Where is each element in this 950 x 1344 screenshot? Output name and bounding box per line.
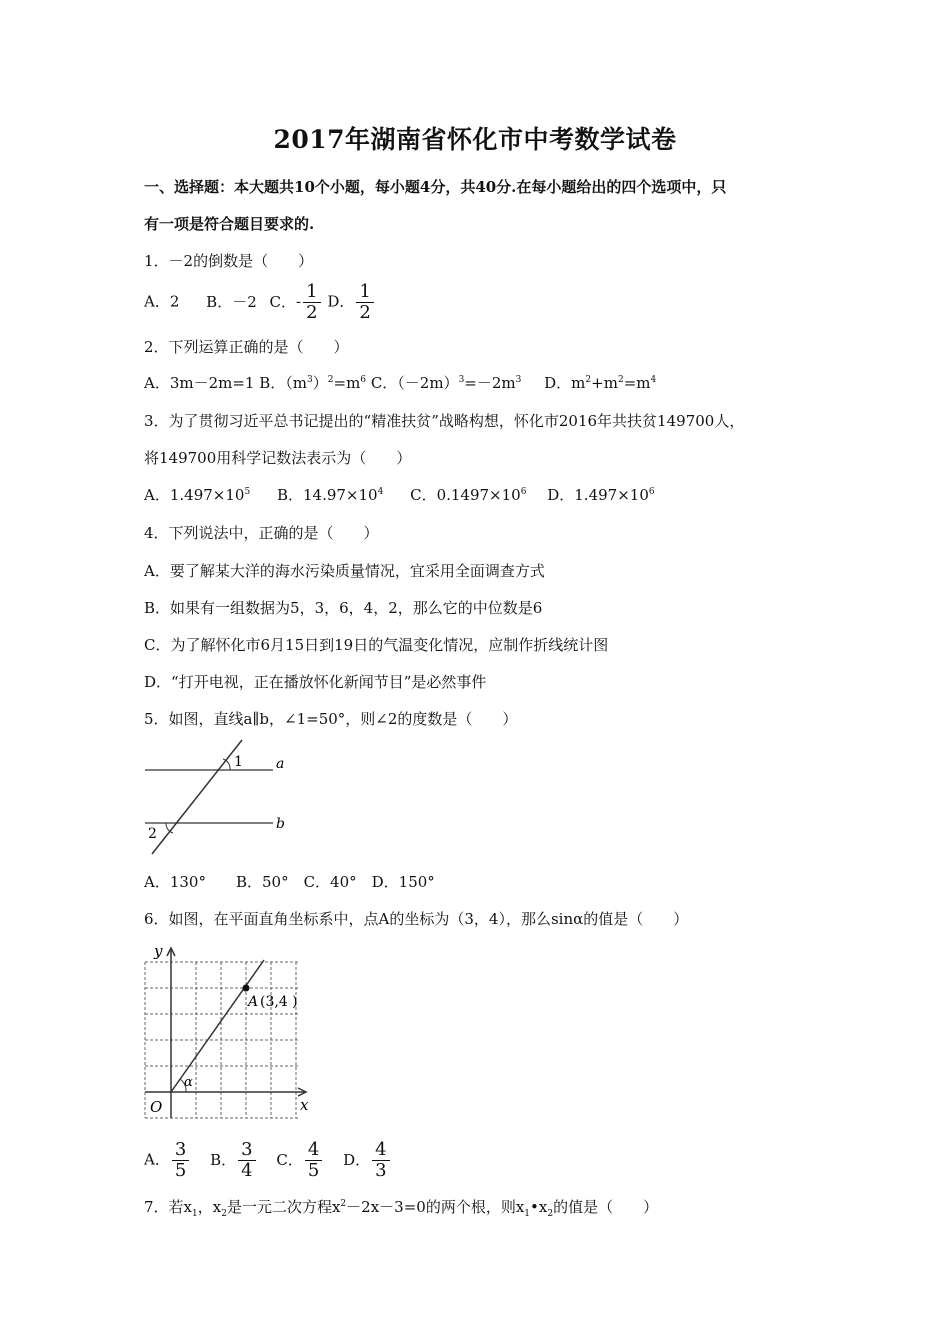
alpha-label: α — [184, 1075, 193, 1090]
grid-lines — [145, 962, 298, 1118]
angle-2-label: 2 — [148, 826, 157, 842]
origin-label: O — [150, 1098, 163, 1116]
section-heading-line1: 一、选择题：本大题共10个小题，每小题4分，共40分.在每小题给出的四个选项中，只 — [144, 178, 727, 196]
q2-stem: 2．下列运算正确的是（ ） — [144, 338, 349, 356]
q3-choice-d: D．$1.497\times 10^6$ — [547, 486, 655, 504]
angle-1-arc — [223, 759, 230, 770]
transversal-line — [152, 740, 242, 854]
q5-stem: 5．如图，直线a∥b，∠1=50°，则∠2的度数是（ ） — [144, 710, 518, 728]
line-a-label: a — [276, 756, 285, 772]
q6-choice-c-label: C． — [276, 1150, 303, 1169]
q6-choice-b-fraction: $\frac{3}{4}$ — [238, 1140, 255, 1181]
q6-stem: 6．如图，在平面直角坐标系中，点A的坐标为（3，4），那么sinα的值是（ ） — [144, 910, 689, 928]
q1-choice-d-fraction: $\frac{1}{2}$ — [356, 282, 373, 323]
q1-choice-c-sign: - — [296, 292, 302, 311]
q3-stem-line2: 将149700用科学记数法表示为（ ） — [144, 449, 412, 467]
q2-choices — [144, 372, 656, 393]
q4-choice-d: D．“打开电视，正在播放怀化新闻节目”是必然事件 — [144, 673, 487, 691]
q6-choices — [144, 1140, 392, 1181]
q3-choice-a: A．$1.497\times 10^5$ — [144, 486, 251, 504]
q2-choice-d: D．$m^2+m^2=m^4$ — [544, 374, 657, 392]
q3-stem-line1: 3．为了贯彻习近平总书记提出的“精准扶贫”战略构想，怀化市2016年共扶贫149700人， — [144, 412, 745, 430]
q6-choice-d-label: D． — [343, 1150, 371, 1169]
q5-parallel-lines-figure — [140, 738, 300, 858]
point-A-label: A — [248, 994, 259, 1010]
page-title: 2017年湖南省怀化市中考数学试卷 — [273, 125, 677, 154]
q6-choice-b-label: B． — [210, 1150, 237, 1169]
q6-choice-c-fraction: $\frac{4}{5}$ — [305, 1140, 322, 1181]
q3-choices — [144, 484, 655, 505]
q5-choices: A．130° B．50° C．40° D．150° — [144, 873, 435, 891]
q6-coordinate-figure — [140, 940, 320, 1125]
q6-choice-d-fraction: $\frac{4}{3}$ — [372, 1140, 389, 1181]
q2-choice-b: B．$(m^3)^2=m^6$ — [259, 374, 367, 392]
q1-choice-a: A．2 — [144, 292, 180, 311]
ray-OA — [171, 960, 264, 1092]
q4-stem: 4．下列说法中，正确的是（ ） — [144, 524, 379, 542]
q1-choice-c-label: C． — [269, 292, 297, 311]
q4-choice-a: A．要了解某大洋的海水污染质量情况，宜采用全面调查方式 — [144, 562, 545, 580]
q4-choice-c: C．为了解怀化市6月15日到19日的气温变化情况，应制作折线统计图 — [144, 636, 609, 654]
x-axis-label: x — [300, 1096, 309, 1114]
y-axis-label: y — [154, 942, 163, 960]
q1-choice-d-label: D． — [327, 292, 355, 311]
q1-choice-b: B．－2 — [206, 292, 257, 311]
point-A — [243, 985, 250, 992]
q6-choice-a-label: A． — [144, 1150, 170, 1169]
section-heading-line2: 有一项是符合题目要求的. — [144, 215, 315, 233]
q7-stem: 7．若$x_1$，$x_2$是一元二次方程$x^2-2x-3=0$的两个根，则$x_1•x_2$的值是（ ） — [144, 1198, 659, 1219]
q2-choice-a: A．3m－2m=1 — [144, 374, 255, 392]
angle-1-label: 1 — [234, 754, 243, 770]
q2-choice-c: C．$(-2m)^3=-2m^3$ — [370, 374, 522, 392]
q1-choice-c-fraction: $\frac{1}{2}$ — [303, 282, 320, 323]
q6-choice-a-fraction: $\frac{3}{5}$ — [172, 1140, 189, 1181]
line-b-label: b — [276, 816, 285, 832]
q4-choice-b: B．如果有一组数据为5，3，6，4，2，那么它的中位数是6 — [144, 599, 543, 617]
q3-choice-c: C．$0.1497\times 10^6$ — [410, 486, 527, 504]
q3-choice-b: B．$14.97\times 10^4$ — [276, 486, 384, 504]
q1-stem: 1．－2的倒数是（ ） — [144, 252, 314, 270]
point-A-coordinates: (3,4 ) — [260, 994, 298, 1010]
q1-choices — [144, 282, 376, 323]
